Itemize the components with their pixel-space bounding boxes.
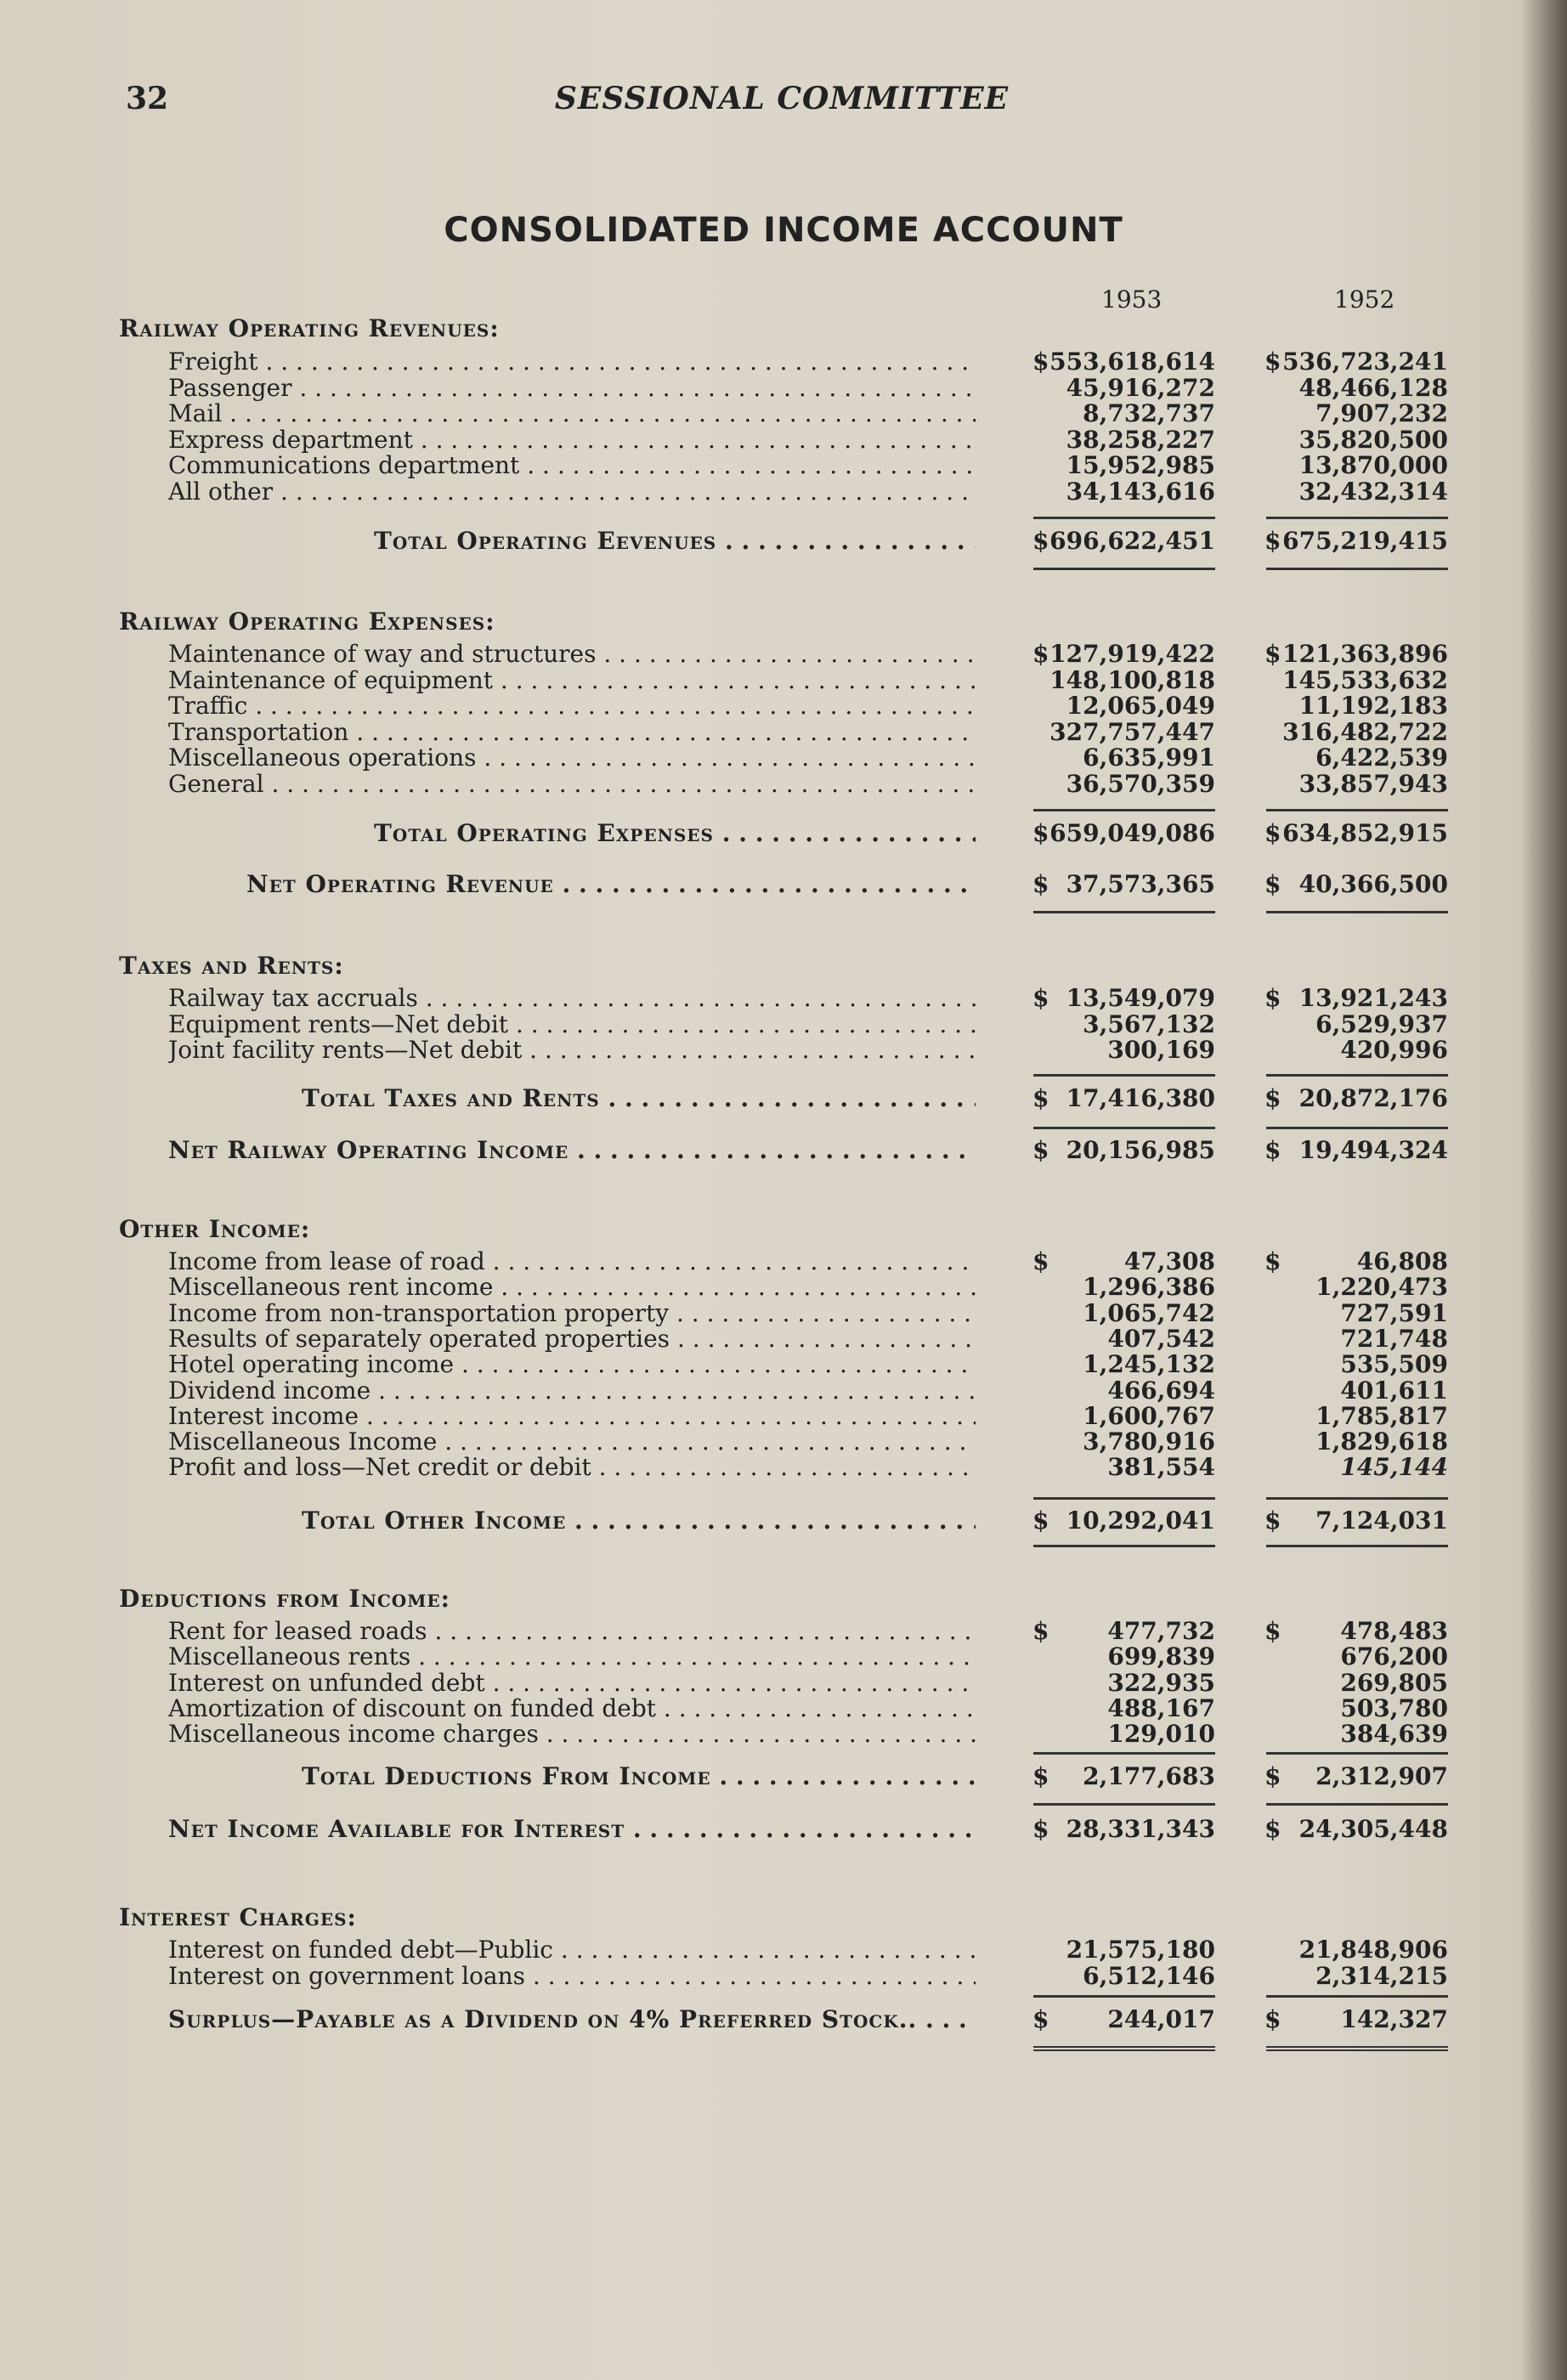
row-label: Mail . . . [168, 401, 976, 427]
value-1952: 13,921,243 [1298, 984, 1448, 1012]
row-label: Total Other Income . . . [302, 1508, 976, 1534]
revenue-row [0, 427, 1567, 453]
year-1953-header: 1953 [1101, 285, 1163, 314]
value-1952: 142,327 [1340, 2005, 1448, 2033]
value-1953: 300,169 [1107, 1036, 1215, 1064]
net-railway-operating-income [0, 1138, 1567, 1163]
page-number: 32 [126, 81, 169, 116]
value-1953: 20,156,985 [1066, 1136, 1215, 1164]
value-1953: 6,635,991 [1083, 743, 1215, 772]
value-1952: 11,192,183 [1298, 692, 1448, 720]
row-label: Traffic . . . [168, 693, 976, 719]
revenue-row [0, 349, 1567, 375]
row-label: Interest on unfunded debt . . . [168, 1671, 976, 1696]
interest-row [0, 1937, 1567, 1963]
dollar-sign: $ [1264, 1247, 1281, 1275]
dollar-sign: $ [1032, 1507, 1049, 1535]
value-1952: 535,509 [1340, 1350, 1448, 1379]
other-income-row [0, 1429, 1567, 1455]
total-deductions-from-income [0, 1764, 1567, 1789]
row-label: Miscellaneous rent income . . . [168, 1275, 976, 1300]
value-1953: 17,416,380 [1066, 1084, 1215, 1112]
row-label: Express department . . . [168, 427, 976, 453]
dollar-sign: $ [1032, 984, 1049, 1012]
revenues-heading: Railway Operating Revenues: [119, 314, 500, 342]
value-1953: 696,622,451 [1049, 527, 1215, 555]
row-label: Net Operating Revenue . . . [246, 872, 976, 897]
dollar-sign: $ [1264, 1136, 1281, 1164]
row-label: Transportation . . . [168, 720, 976, 745]
column-rule [1033, 1497, 1215, 1500]
value-1952: 145,533,632 [1282, 665, 1448, 694]
dollar-sign: $ [1264, 1617, 1281, 1645]
value-1952: 32,432,314 [1298, 477, 1448, 506]
value-1952: 6,529,937 [1315, 1009, 1448, 1038]
value-1953: 45,916,272 [1066, 373, 1215, 402]
row-label: Amortization of discount on funded debt . . . [168, 1696, 976, 1721]
other-income-row [0, 1455, 1567, 1480]
row-label: Freight . . . [168, 349, 976, 375]
dollar-sign: $ [1264, 1507, 1281, 1535]
column-rule [1033, 809, 1215, 811]
value-1953: 13,549,079 [1066, 984, 1215, 1012]
row-label: Miscellaneous rents . . . [168, 1644, 976, 1670]
value-1952: 1,220,473 [1315, 1273, 1448, 1302]
dollar-sign: $ [1032, 1136, 1049, 1164]
net-income-available-for-interest [0, 1817, 1567, 1842]
value-1952: 24,305,448 [1298, 1815, 1448, 1843]
other-income-row [0, 1249, 1567, 1275]
value-1952: 33,857,943 [1298, 769, 1448, 798]
row-label: Income from lease of road . . . [168, 1249, 976, 1275]
dollar-sign: $ [1264, 1762, 1281, 1790]
tax-row [0, 1037, 1567, 1063]
row-label: Communications department . . . [168, 453, 976, 478]
dollar-sign: $ [1264, 348, 1281, 376]
column-rule [1033, 1127, 1215, 1129]
column-rule [1266, 568, 1448, 570]
row-label: Miscellaneous Income . . . [168, 1429, 976, 1455]
value-1952: 1,829,618 [1315, 1427, 1448, 1456]
value-1952: 634,852,915 [1282, 819, 1448, 847]
expense-row [0, 642, 1567, 667]
column-rule [1266, 1995, 1448, 1998]
value-1953: 3,567,132 [1083, 1009, 1215, 1038]
dollar-sign: $ [1032, 870, 1049, 898]
total-operating-expenses [0, 821, 1567, 846]
dollar-sign: $ [1264, 870, 1281, 898]
value-1953: 2,177,683 [1083, 1762, 1215, 1790]
value-1952: 13,870,000 [1298, 451, 1448, 479]
value-1953: 488,167 [1107, 1693, 1215, 1722]
column-rule [1033, 911, 1215, 913]
value-1952: 7,124,031 [1315, 1507, 1448, 1535]
column-rule [1266, 809, 1448, 811]
value-1953: 659,049,086 [1049, 819, 1215, 847]
value-1953: 37,573,365 [1066, 870, 1215, 898]
column-rule [1266, 1074, 1448, 1077]
dollar-sign: $ [1032, 1815, 1049, 1843]
value-1952: 420,996 [1340, 1036, 1448, 1064]
value-1953: 244,017 [1107, 2005, 1215, 2033]
value-1952: 536,723,241 [1282, 348, 1448, 376]
other-income-row [0, 1298, 1567, 1327]
row-label: Miscellaneous income charges . . . [168, 1721, 976, 1747]
page-header [119, 81, 1445, 132]
dollar-sign: $ [1032, 819, 1049, 847]
revenue-row [0, 453, 1567, 478]
row-label: Maintenance of equipment . . . [168, 668, 976, 693]
value-1952: 269,805 [1340, 1668, 1448, 1697]
expense-row [0, 769, 1567, 798]
value-1952: 727,591 [1340, 1298, 1448, 1327]
column-rule [1266, 517, 1448, 519]
dollar-sign: $ [1032, 1617, 1049, 1645]
row-label: Joint facility rents—Net debit . . . [168, 1037, 976, 1063]
expense-row [0, 665, 1567, 694]
row-label: Miscellaneous operations . . . [168, 745, 976, 771]
value-1952: 1,785,817 [1315, 1401, 1448, 1430]
other-income-row [0, 1275, 1567, 1300]
column-rule [1033, 2046, 1215, 2051]
year-1952-header: 1952 [1334, 285, 1395, 314]
row-label: Total Taxes and Rents . . . [302, 1086, 976, 1111]
taxes-heading: Taxes and Rents: [119, 952, 344, 980]
value-1953: 477,732 [1107, 1617, 1215, 1645]
value-1953: 327,757,447 [1049, 717, 1215, 746]
total-taxes-and-rents [0, 1086, 1567, 1111]
net-operating-revenue [0, 872, 1567, 897]
value-1953: 1,296,386 [1083, 1273, 1215, 1302]
value-1952: 48,466,128 [1298, 373, 1448, 402]
value-1953: 1,065,742 [1083, 1298, 1215, 1327]
other-income-row [0, 1352, 1567, 1377]
value-1952: 721,748 [1340, 1324, 1448, 1353]
value-1953: 36,570,359 [1066, 769, 1215, 798]
revenue-row [0, 373, 1567, 402]
column-rule [1033, 1803, 1215, 1806]
value-1953: 21,575,180 [1066, 1936, 1215, 1964]
row-label: Net Railway Operating Income . . . [168, 1138, 976, 1163]
total-other-income [0, 1508, 1567, 1534]
row-label: Profit and loss—Net credit or debit . . . [168, 1455, 976, 1480]
row-label: Interest on funded debt—Public . . . [168, 1937, 976, 1963]
dollar-sign: $ [1032, 640, 1049, 668]
value-1953: 148,100,818 [1049, 665, 1215, 694]
column-rule [1033, 1074, 1215, 1077]
column-rule [1266, 1127, 1448, 1129]
column-rule [1033, 1995, 1215, 1998]
row-label: Total Operating Expenses . . . [374, 821, 976, 846]
row-label: Hotel operating income . . . [168, 1352, 976, 1377]
dollar-sign: $ [1032, 2005, 1049, 2033]
row-label: Results of separately operated properties . . . [168, 1326, 976, 1352]
row-label: Maintenance of way and structures . . . [168, 642, 976, 667]
expense-row [0, 745, 1567, 771]
value-1952: 46,808 [1356, 1247, 1448, 1275]
value-1953: 38,258,227 [1066, 425, 1215, 454]
dollar-sign: $ [1032, 1762, 1049, 1790]
dollar-sign: $ [1032, 527, 1049, 555]
value-1952: 35,820,500 [1298, 425, 1448, 454]
dollar-sign: $ [1264, 1815, 1281, 1843]
row-label: Total Deductions From Income . . . [302, 1764, 976, 1789]
value-1953: 47,308 [1123, 1247, 1215, 1275]
dollar-sign: $ [1264, 1084, 1281, 1112]
column-rule [1266, 1545, 1448, 1547]
value-1953: 34,143,616 [1066, 477, 1215, 506]
column-rule [1033, 1752, 1215, 1755]
surplus-payable-row [0, 2007, 1567, 2032]
statement-title: CONSOLIDATED INCOME ACCOUNT [444, 211, 1123, 250]
value-1952: 401,611 [1340, 1376, 1448, 1405]
interest-row [0, 1961, 1567, 1990]
value-1952: 676,200 [1340, 1642, 1448, 1671]
deduction-row [0, 1693, 1567, 1722]
value-1953: 3,780,916 [1083, 1427, 1215, 1456]
row-label: Rent for leased roads . . . [168, 1619, 976, 1644]
value-1953: 553,618,614 [1049, 348, 1215, 376]
tax-row [0, 1009, 1567, 1038]
dollar-sign: $ [1264, 527, 1281, 555]
value-1952: 19,494,324 [1298, 1136, 1448, 1164]
row-label: Railway tax accruals . . . [168, 986, 976, 1011]
interest-charges-heading: Interest Charges: [119, 1903, 357, 1931]
row-label: Passenger . . . [168, 376, 976, 401]
value-1952: 2,312,907 [1315, 1762, 1448, 1790]
value-1953: 1,600,767 [1083, 1401, 1215, 1430]
expense-row [0, 717, 1567, 746]
value-1952: 478,483 [1340, 1617, 1448, 1645]
deduction-row [0, 1668, 1567, 1697]
value-1952: 316,482,722 [1282, 717, 1448, 746]
value-1952: 40,366,500 [1298, 870, 1448, 898]
value-1952: 21,848,906 [1298, 1936, 1448, 1964]
deduction-row [0, 1721, 1567, 1747]
column-rule [1266, 2046, 1448, 2051]
dollar-sign: $ [1032, 1247, 1049, 1275]
value-1952: 675,219,415 [1282, 527, 1448, 555]
column-rule [1033, 1545, 1215, 1547]
deduction-row [0, 1619, 1567, 1644]
row-label: Total Operating Eevenues . . . [374, 529, 976, 554]
row-label: Net Income Available for Interest . . . [168, 1817, 976, 1842]
deduction-row [0, 1644, 1567, 1670]
value-1953: 407,542 [1107, 1324, 1215, 1353]
row-label: Interest on government loans . . . [168, 1964, 976, 1989]
value-1953: 28,331,343 [1066, 1815, 1215, 1843]
dollar-sign: $ [1264, 640, 1281, 668]
value-1953: 129,010 [1107, 1720, 1215, 1749]
value-1952: 384,639 [1340, 1720, 1448, 1749]
value-1953: 381,554 [1107, 1453, 1215, 1482]
expense-row [0, 693, 1567, 719]
dollar-sign: $ [1264, 984, 1281, 1012]
value-1952: 7,907,232 [1315, 399, 1448, 427]
column-rule [1033, 568, 1215, 570]
revenue-row [0, 401, 1567, 427]
dollar-sign: $ [1032, 348, 1049, 376]
column-rule [1033, 517, 1215, 519]
value-1952: 503,780 [1340, 1693, 1448, 1722]
dollar-sign: $ [1264, 819, 1281, 847]
value-1953: 6,512,146 [1083, 1961, 1215, 1990]
value-1952: 6,422,539 [1315, 743, 1448, 772]
column-rule [1266, 1497, 1448, 1500]
value-1953: 127,919,422 [1049, 640, 1215, 668]
deductions-heading: Deductions from Income: [119, 1585, 450, 1613]
column-rule [1266, 1752, 1448, 1755]
expenses-heading: Railway Operating Expenses: [119, 608, 495, 636]
row-label: Income from non-transportation property . . . [168, 1301, 976, 1326]
value-1952: 145,144 [1340, 1453, 1448, 1482]
row-label: All other . . . [168, 479, 976, 505]
column-rule [1266, 1803, 1448, 1806]
total-operating-revenues [0, 529, 1567, 554]
revenue-row [0, 479, 1567, 505]
row-label: Equipment rents—Net debit . . . [168, 1012, 976, 1037]
other-income-heading: Other Income: [119, 1215, 311, 1243]
value-1952: 20,872,176 [1298, 1084, 1448, 1112]
value-1953: 15,952,985 [1066, 451, 1215, 479]
column-rule [1266, 911, 1448, 913]
value-1952: 2,314,215 [1315, 1961, 1448, 1990]
other-income-row [0, 1401, 1567, 1430]
row-label: Surplus—Payable as a Dividend on 4% Preferred Stock.. . . . [168, 2007, 976, 2032]
dollar-sign: $ [1032, 1084, 1049, 1112]
value-1953: 8,732,737 [1083, 399, 1215, 427]
row-label: Interest income . . . [168, 1404, 976, 1429]
value-1953: 12,065,049 [1066, 692, 1215, 720]
row-label: General . . . [168, 772, 976, 797]
tax-row [0, 986, 1567, 1011]
value-1953: 1,245,132 [1083, 1350, 1215, 1379]
value-1953: 699,839 [1107, 1642, 1215, 1671]
value-1953: 466,694 [1107, 1376, 1215, 1405]
row-label: Dividend income . . . [168, 1378, 976, 1404]
value-1952: 121,363,896 [1282, 640, 1448, 668]
value-1953: 322,935 [1107, 1668, 1215, 1697]
other-income-row [0, 1326, 1567, 1352]
value-1953: 10,292,041 [1066, 1507, 1215, 1535]
dollar-sign: $ [1264, 2005, 1281, 2033]
running-head: SESSIONAL COMMITTEE [554, 81, 1010, 116]
other-income-row [0, 1378, 1567, 1404]
